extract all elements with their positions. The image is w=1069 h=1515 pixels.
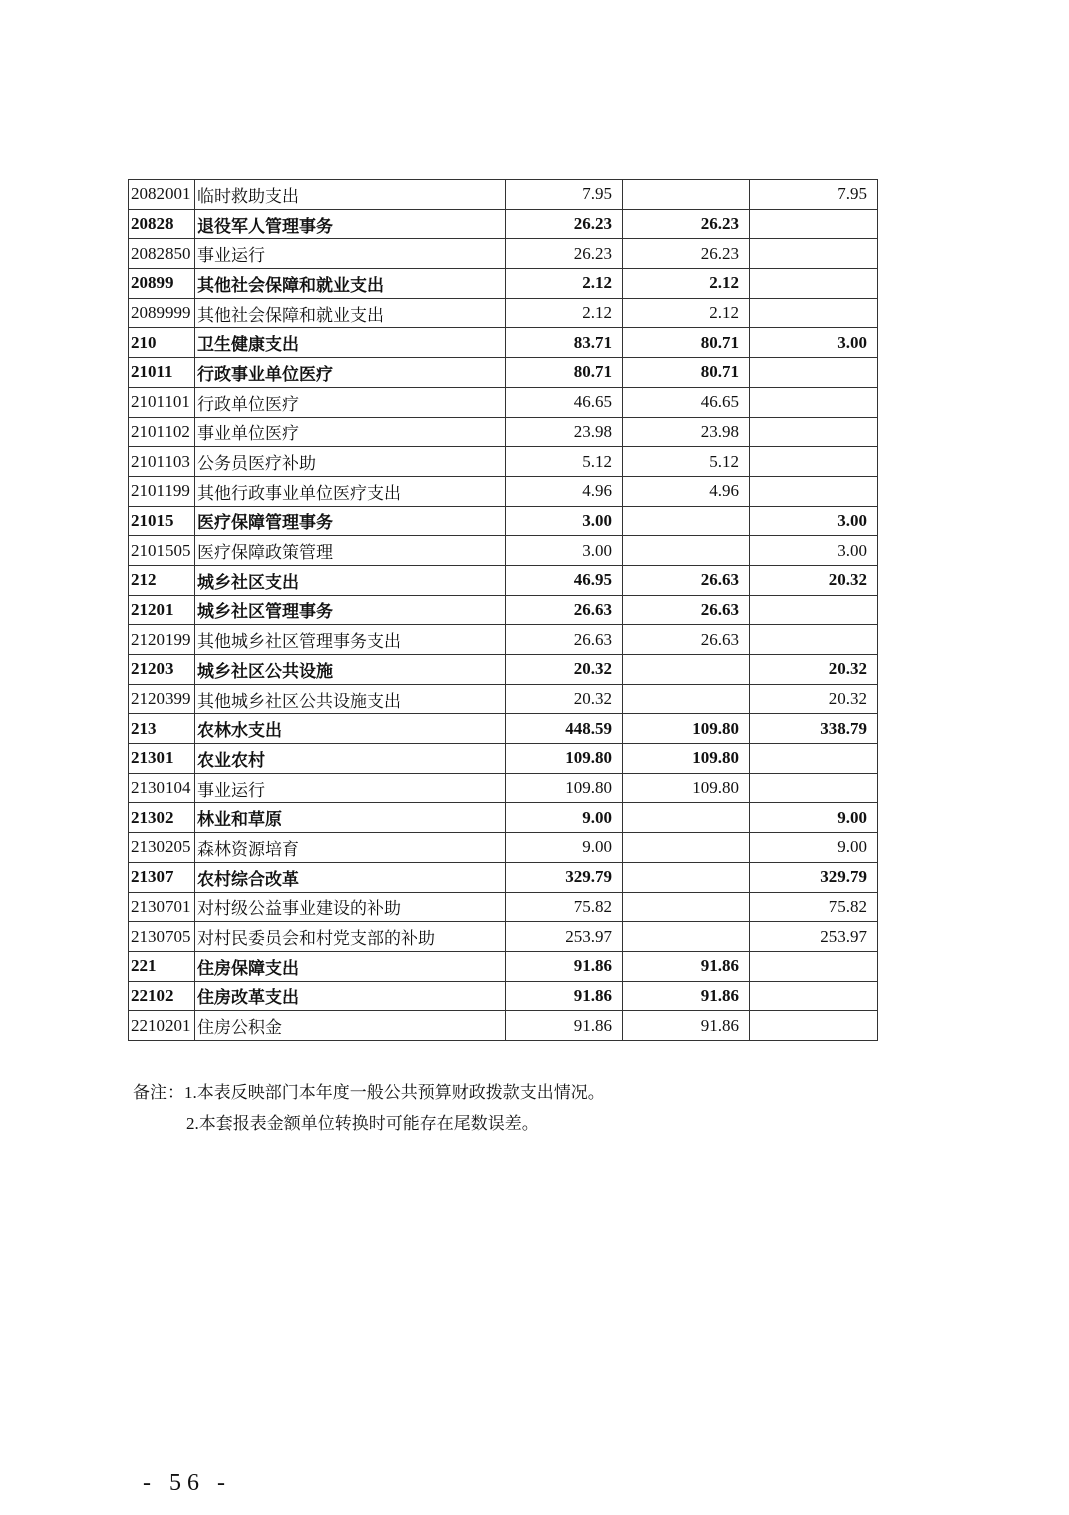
cell-total: 91.86 [506, 981, 623, 1011]
cell-basic: 91.86 [623, 951, 750, 981]
cell-project [750, 447, 878, 477]
cell-project: 9.00 [750, 833, 878, 863]
cell-name: 对村民委员会和村党支部的补助 [195, 922, 506, 952]
cell-code: 2082001 [129, 180, 195, 210]
table-row [129, 595, 878, 625]
cell-code: 2101505 [129, 536, 195, 566]
table-row [129, 773, 878, 803]
cell-name: 医疗保障管理事务 [195, 506, 506, 536]
cell-project [750, 951, 878, 981]
cell-total: 9.00 [506, 803, 623, 833]
cell-name: 卫生健康支出 [195, 328, 506, 358]
cell-name: 其他城乡社区管理事务支出 [195, 625, 506, 655]
cell-basic: 91.86 [623, 1011, 750, 1041]
cell-name: 其他行政事业单位医疗支出 [195, 476, 506, 506]
cell-basic: 2.12 [623, 269, 750, 299]
cell-basic: 91.86 [623, 981, 750, 1011]
cell-total: 91.86 [506, 951, 623, 981]
cell-basic: 23.98 [623, 417, 750, 447]
budget-expenditure-table [128, 179, 878, 1041]
table-row [129, 684, 878, 714]
cell-total: 75.82 [506, 892, 623, 922]
cell-project [750, 595, 878, 625]
table-row [129, 803, 878, 833]
cell-project: 3.00 [750, 536, 878, 566]
table-row [129, 209, 878, 239]
cell-total: 3.00 [506, 536, 623, 566]
cell-project [750, 744, 878, 774]
cell-project [750, 1011, 878, 1041]
cell-total: 20.32 [506, 655, 623, 685]
cell-name: 事业运行 [195, 239, 506, 269]
table-row [129, 922, 878, 952]
cell-code: 21203 [129, 655, 195, 685]
table-row [129, 744, 878, 774]
cell-project: 20.32 [750, 565, 878, 595]
cell-name: 农业农村 [195, 744, 506, 774]
cell-project [750, 358, 878, 388]
cell-code: 2101102 [129, 417, 195, 447]
cell-basic [623, 180, 750, 210]
cell-total: 448.59 [506, 714, 623, 744]
cell-total: 3.00 [506, 506, 623, 536]
cell-project: 20.32 [750, 684, 878, 714]
cell-code: 2210201 [129, 1011, 195, 1041]
cell-project [750, 625, 878, 655]
table-row [129, 358, 878, 388]
cell-basic [623, 803, 750, 833]
cell-total: 91.86 [506, 1011, 623, 1041]
table-row [129, 714, 878, 744]
cell-name: 事业单位医疗 [195, 417, 506, 447]
cell-code: 2101199 [129, 476, 195, 506]
cell-total: 9.00 [506, 833, 623, 863]
cell-name: 农林水支出 [195, 714, 506, 744]
table-row [129, 476, 878, 506]
cell-name: 行政事业单位医疗 [195, 358, 506, 388]
cell-basic: 4.96 [623, 476, 750, 506]
cell-basic: 80.71 [623, 328, 750, 358]
cell-project: 9.00 [750, 803, 878, 833]
cell-basic: 26.63 [623, 625, 750, 655]
cell-total: 80.71 [506, 358, 623, 388]
cell-project [750, 417, 878, 447]
cell-name: 城乡社区管理事务 [195, 595, 506, 625]
cell-code: 2120399 [129, 684, 195, 714]
table-row [129, 625, 878, 655]
cell-basic: 26.63 [623, 595, 750, 625]
cell-project: 3.00 [750, 506, 878, 536]
cell-basic: 109.80 [623, 714, 750, 744]
note-line-2: 2.本套报表金额单位转换时可能存在尾数误差。 [186, 1114, 539, 1133]
cell-total: 26.63 [506, 625, 623, 655]
cell-name: 城乡社区支出 [195, 565, 506, 595]
cell-code: 2130104 [129, 773, 195, 803]
table-row [129, 981, 878, 1011]
cell-name: 事业运行 [195, 773, 506, 803]
cell-code: 213 [129, 714, 195, 744]
cell-code: 2101103 [129, 447, 195, 477]
cell-code: 21015 [129, 506, 195, 536]
table-row [129, 298, 878, 328]
cell-basic [623, 922, 750, 952]
cell-basic: 5.12 [623, 447, 750, 477]
cell-total: 23.98 [506, 417, 623, 447]
cell-basic [623, 506, 750, 536]
cell-project: 329.79 [750, 862, 878, 892]
cell-project [750, 476, 878, 506]
cell-total: 4.96 [506, 476, 623, 506]
cell-total: 26.63 [506, 595, 623, 625]
table-row [129, 536, 878, 566]
cell-basic [623, 892, 750, 922]
table-row [129, 1011, 878, 1041]
cell-project [750, 209, 878, 239]
cell-total: 26.23 [506, 239, 623, 269]
table-row [129, 506, 878, 536]
table-row [129, 387, 878, 417]
table-row [129, 269, 878, 299]
cell-code: 20828 [129, 209, 195, 239]
cell-name: 农村综合改革 [195, 862, 506, 892]
table-row [129, 417, 878, 447]
cell-code: 21302 [129, 803, 195, 833]
cell-basic: 80.71 [623, 358, 750, 388]
cell-code: 2082850 [129, 239, 195, 269]
cell-name: 其他社会保障和就业支出 [195, 298, 506, 328]
cell-total: 253.97 [506, 922, 623, 952]
cell-project: 20.32 [750, 655, 878, 685]
cell-name: 住房公积金 [195, 1011, 506, 1041]
cell-basic: 26.63 [623, 565, 750, 595]
cell-name: 医疗保障政策管理 [195, 536, 506, 566]
cell-basic: 109.80 [623, 773, 750, 803]
cell-total: 20.32 [506, 684, 623, 714]
cell-project [750, 387, 878, 417]
cell-total: 46.95 [506, 565, 623, 595]
table-notes [133, 1077, 605, 1139]
table-row [129, 833, 878, 863]
cell-code: 21011 [129, 358, 195, 388]
cell-basic: 26.23 [623, 239, 750, 269]
cell-name: 行政单位医疗 [195, 387, 506, 417]
cell-basic [623, 862, 750, 892]
cell-code: 21301 [129, 744, 195, 774]
cell-total: 83.71 [506, 328, 623, 358]
cell-name: 其他城乡社区公共设施支出 [195, 684, 506, 714]
cell-project [750, 239, 878, 269]
cell-code: 22102 [129, 981, 195, 1011]
cell-name: 森林资源培育 [195, 833, 506, 863]
cell-name: 对村级公益事业建设的补助 [195, 892, 506, 922]
cell-basic: 109.80 [623, 744, 750, 774]
cell-project: 75.82 [750, 892, 878, 922]
cell-name: 住房改革支出 [195, 981, 506, 1011]
cell-project [750, 981, 878, 1011]
cell-total: 2.12 [506, 298, 623, 328]
cell-basic: 26.23 [623, 209, 750, 239]
cell-name: 公务员医疗补助 [195, 447, 506, 477]
cell-code: 221 [129, 951, 195, 981]
cell-code: 210 [129, 328, 195, 358]
cell-basic [623, 655, 750, 685]
note-line-1: 备注：1.本表反映部门本年度一般公共预算财政拨款支出情况。 [133, 1083, 605, 1102]
table-row [129, 951, 878, 981]
cell-total: 329.79 [506, 862, 623, 892]
cell-name: 住房保障支出 [195, 951, 506, 981]
cell-basic: 46.65 [623, 387, 750, 417]
cell-name: 临时救助支出 [195, 180, 506, 210]
table-row [129, 447, 878, 477]
cell-code: 2101101 [129, 387, 195, 417]
cell-name: 城乡社区公共设施 [195, 655, 506, 685]
cell-code: 2130205 [129, 833, 195, 863]
cell-total: 5.12 [506, 447, 623, 477]
cell-code: 21307 [129, 862, 195, 892]
cell-total: 46.65 [506, 387, 623, 417]
cell-name: 其他社会保障和就业支出 [195, 269, 506, 299]
cell-code: 2130701 [129, 892, 195, 922]
cell-project [750, 773, 878, 803]
cell-name: 退役军人管理事务 [195, 209, 506, 239]
cell-total: 26.23 [506, 209, 623, 239]
cell-project [750, 269, 878, 299]
table-body [129, 180, 878, 1041]
cell-project: 7.95 [750, 180, 878, 210]
table-row [129, 892, 878, 922]
cell-total: 2.12 [506, 269, 623, 299]
table-row [129, 328, 878, 358]
cell-project: 338.79 [750, 714, 878, 744]
table-row [129, 655, 878, 685]
cell-project [750, 298, 878, 328]
table-row [129, 862, 878, 892]
table-row [129, 565, 878, 595]
cell-code: 2120199 [129, 625, 195, 655]
table-row [129, 239, 878, 269]
cell-total: 109.80 [506, 773, 623, 803]
cell-code: 21201 [129, 595, 195, 625]
cell-code: 2130705 [129, 922, 195, 952]
cell-project: 253.97 [750, 922, 878, 952]
table-row [129, 180, 878, 210]
cell-code: 2089999 [129, 298, 195, 328]
cell-basic [623, 833, 750, 863]
cell-name: 林业和草原 [195, 803, 506, 833]
cell-basic [623, 536, 750, 566]
cell-code: 20899 [129, 269, 195, 299]
cell-total: 7.95 [506, 180, 623, 210]
cell-project: 3.00 [750, 328, 878, 358]
cell-basic [623, 684, 750, 714]
cell-basic: 2.12 [623, 298, 750, 328]
cell-code: 212 [129, 565, 195, 595]
cell-total: 109.80 [506, 744, 623, 774]
page-number: - 56 - [143, 1470, 231, 1496]
